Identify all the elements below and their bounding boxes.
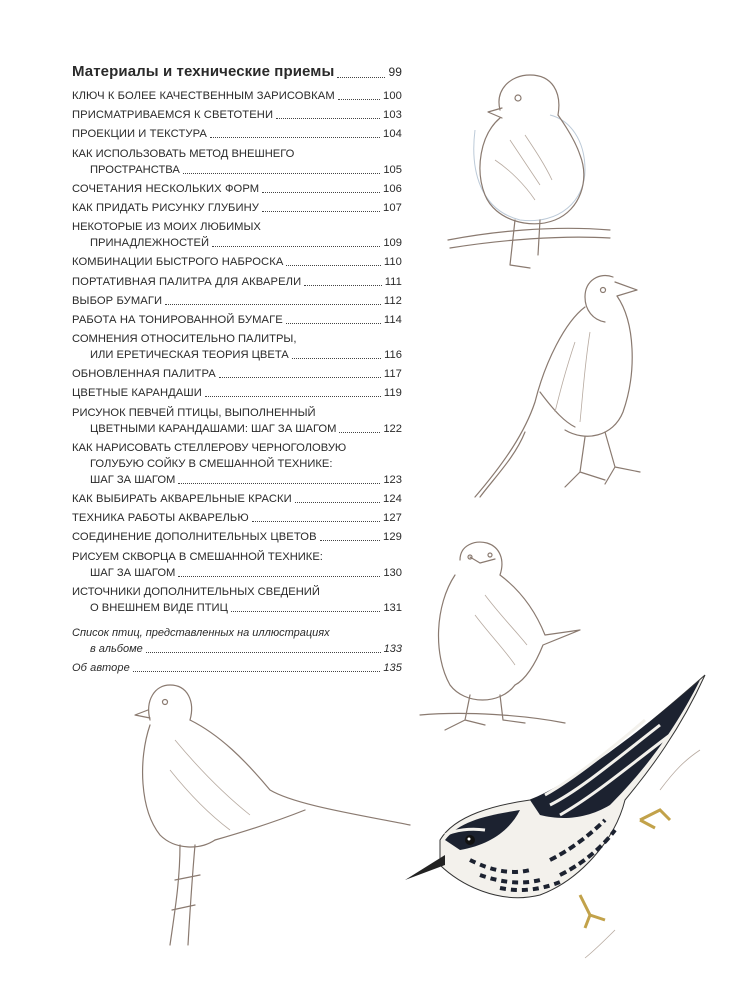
toc-entry[interactable]: ИСТОЧНИКИ ДОПОЛНИТЕЛЬНЫХ СВЕДЕНИЙ О ВНЕШНЕМ ВИДЕ ПТИЦ 131 xyxy=(72,585,402,614)
toc-entry[interactable]: СОМНЕНИЯ ОТНОСИТЕЛЬНО ПАЛИТРЫ, ИЛИ ЕРЕТИЧЕСКАЯ ТЕОРИЯ ЦВЕТА 116 xyxy=(72,333,402,362)
standing-sparrow-sketch xyxy=(465,262,685,512)
toc-entry[interactable]: РАБОТА НА ТОНИРОВАННОЙ БУМАГЕ 114 xyxy=(72,313,402,326)
toc-entry[interactable]: КАК ИСПОЛЬЗОВАТЬ МЕТОД ВНЕШНЕГО ПРОСТРАНСТВА 105 xyxy=(72,147,402,176)
black-and-white-warbler-painting xyxy=(400,670,720,960)
toc-entry[interactable]: КАК НАРИСОВАТЬ СТЕЛЛЕРОВУ ЧЕРНОГОЛОВУЮ ГОЛУБУЮ СОЙКУ В СМЕШАННОЙ ТЕХНИКЕ: ШАГ ЗА ШАГОМ 123 xyxy=(72,441,402,486)
table-of-contents xyxy=(72,62,402,679)
fluffy-sparrow-sketch xyxy=(440,60,620,275)
toc-entry-about-author[interactable]: Об авторе 135 xyxy=(72,662,402,675)
perched-bird-sketch xyxy=(130,680,420,950)
toc-entry[interactable]: ОБНОВЛЕННАЯ ПАЛИТРА 117 xyxy=(72,368,402,381)
toc-entry[interactable]: КАК ПРИДАТЬ РИСУНКУ ГЛУБИНУ 107 xyxy=(72,201,402,214)
toc-entry[interactable]: ВЫБОР БУМАГИ 112 xyxy=(72,294,402,307)
toc-entry-birds-list[interactable]: Список птиц, представленных на иллюстрациях в альбоме 133 xyxy=(72,626,402,655)
toc-entry[interactable]: СОЧЕТАНИЯ НЕСКОЛЬКИХ ФОРМ 106 xyxy=(72,182,402,195)
toc-entry[interactable]: РИСУНОК ПЕВЧЕЙ ПТИЦЫ, ВЫПОЛНЕННЫЙ ЦВЕТНЫМИ КАРАНДАШАМИ: ШАГ ЗА ШАГОМ 122 xyxy=(72,406,402,435)
toc-heading: Материалы и технические приемы 99 xyxy=(72,63,402,80)
toc-entry[interactable]: КЛЮЧ К БОЛЕЕ КАЧЕСТВЕННЫМ ЗАРИСОВКАМ 100 xyxy=(72,90,402,102)
toc-entry[interactable]: ПОРТАТИВНАЯ ПАЛИТРА ДЛЯ АКВАРЕЛИ 111 xyxy=(72,275,402,288)
toc-entry[interactable]: ПРИСМАТРИВАЕМСЯ К СВЕТОТЕНИ 103 xyxy=(72,109,402,122)
toc-entry[interactable]: ЦВЕТНЫЕ КАРАНДАШИ 119 xyxy=(72,387,402,400)
toc-entry[interactable]: КАК ВЫБИРАТЬ АКВАРЕЛЬНЫЕ КРАСКИ 124 xyxy=(72,493,402,505)
toc-entry[interactable]: ТЕХНИКА РАБОТЫ АКВАРЕЛЬЮ 127 xyxy=(72,512,402,525)
toc-entry[interactable]: ПРОЕКЦИИ И ТЕКСТУРА 104 xyxy=(72,128,402,141)
toc-entry[interactable]: НЕКОТОРЫЕ ИЗ МОИХ ЛЮБИМЫХ ПРИНАДЛЕЖНОСТЕЙ 109 xyxy=(72,221,402,250)
toc-entry[interactable]: РИСУЕМ СКВОРЦА В СМЕШАННОЙ ТЕХНИКЕ: ШАГ ЗА ШАГОМ 130 xyxy=(72,550,402,579)
toc-entry[interactable]: КОМБИНАЦИИ БЫСТРОГО НАБРОСКА 110 xyxy=(72,256,402,269)
toc-entry[interactable]: СОЕДИНЕНИЕ ДОПОЛНИТЕЛЬНЫХ ЦВЕТОВ 129 xyxy=(72,531,402,544)
